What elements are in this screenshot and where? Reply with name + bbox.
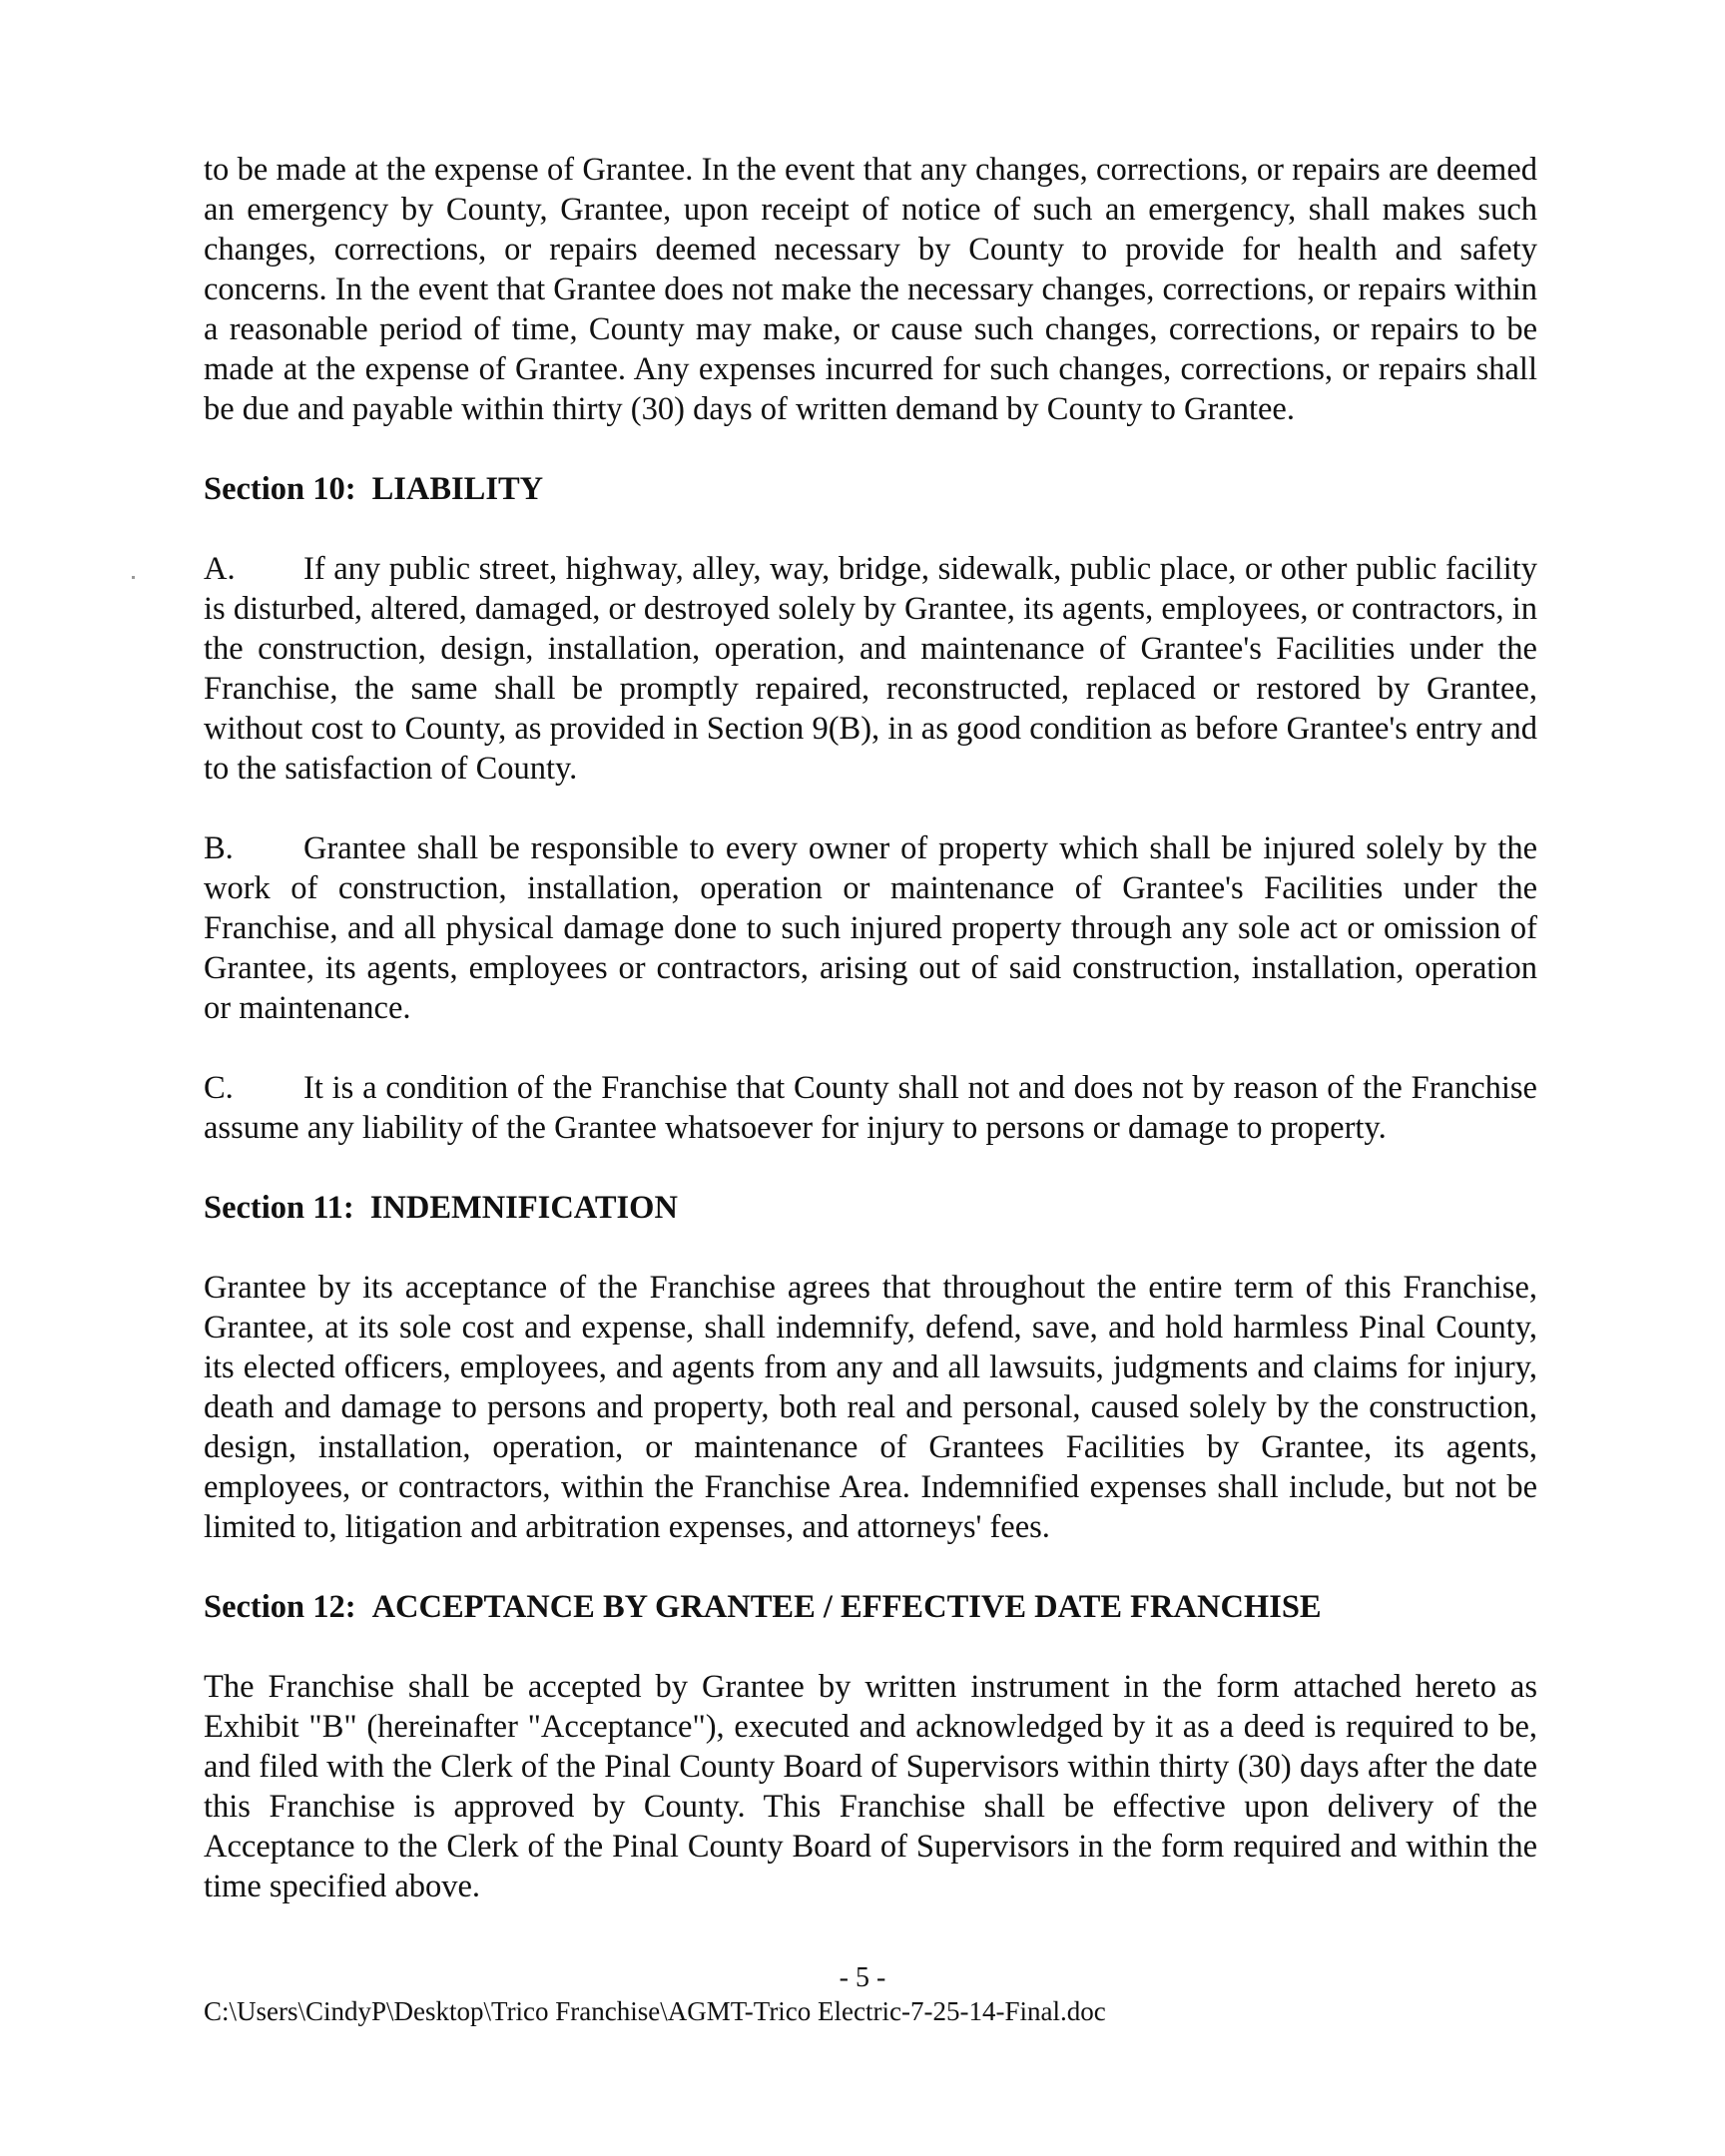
item-b-text: Grantee shall be responsible to every owner of property which shall be injured solely by the work of construction, installation, operation or maintenance of Grantee's Facilities under the Franchise, and all physical damage done to such injured property through any sole act or omission of Grantee, its agents, employees or contractors, arising out of said construction, installation, operation or maintenance. bbox=[204, 830, 1537, 1026]
section-10-heading bbox=[204, 469, 1537, 509]
section-12-number: Section 12: bbox=[204, 1589, 356, 1625]
document-page bbox=[204, 150, 1537, 1906]
section-10-item-c bbox=[204, 1068, 1537, 1148]
section-11-title: INDEMNIFICATION bbox=[369, 1190, 678, 1226]
item-c-label: C. bbox=[204, 1070, 234, 1106]
section-10-number: Section 10: bbox=[204, 471, 356, 507]
page-number: - 5 - bbox=[839, 1962, 886, 1993]
section-10-item-a bbox=[204, 549, 1537, 789]
margin-speck bbox=[132, 576, 135, 579]
section-11-heading bbox=[204, 1188, 1537, 1228]
section-10-item-b bbox=[204, 828, 1537, 1028]
item-b-label: B. bbox=[204, 830, 234, 866]
section-12-title: ACCEPTANCE BY GRANTEE / EFFECTIVE DATE FRANCHISE bbox=[371, 1589, 1322, 1625]
item-a-text: If any public street, highway, alley, way, bridge, sidewalk, public place, or other public facility is disturbed, altered, damaged, or destroyed solely by Grantee, its agents, employees, or contractors, in the construction, design, installation, operation, and maintenance of Grantee's Facilities under the Franchise, the same shall be promptly repaired, reconstructed, replaced or restored by Grantee, without cost to County, as provided in Section 9(B), in as good condition as before Grantee's entry and to the satisfaction of County. bbox=[204, 551, 1537, 787]
item-c-text: It is a condition of the Franchise that County shall not and does not by reason of the Franchise assume any liability of the Grantee whatsoever for injury to persons or damage to property. bbox=[204, 1070, 1537, 1146]
item-a-label: A. bbox=[204, 551, 236, 587]
section-12-heading bbox=[204, 1587, 1537, 1627]
section-10-title: LIABILITY bbox=[371, 471, 544, 507]
continued-paragraph: to be made at the expense of Grantee. In the event that any changes, corrections, or repairs are deemed an emergency by County, Grantee, upon receipt of notice of such an emergency, shall makes such changes, corrections, or repairs deemed necessary by County to provide for health and safety concerns. In the event that Grantee does not make the necessary changes, corrections, or repairs within a reasonable period of time, County may make, or cause such changes, corrections, or repairs to be made at the expense of Grantee. Any expenses incurred for such changes, corrections, or repairs shall be due and payable within thirty (30) days of written demand by County to Grantee. bbox=[204, 152, 1537, 427]
section-11-number: Section 11: bbox=[204, 1190, 354, 1226]
file-path: C:\Users\CindyP\Desktop\Trico Franchise\AGMT-Trico Electric-7-25-14-Final.doc bbox=[204, 1996, 1106, 2026]
section-12-paragraph: The Franchise shall be accepted by Grantee by written instrument in the form attached hereto as Exhibit "B" (hereinafter "Acceptance"), executed and acknowledged by it as a deed is required to be, and filed with the Clerk of the Pinal County Board of Supervisors within thirty (30) days after the date this Franchise is approved by County. This Franchise shall be effective upon delivery of the Acceptance to the Clerk of the Pinal County Board of Supervisors in the form required and within the time specified above. bbox=[204, 1669, 1537, 1904]
section-11-paragraph: Grantee by its acceptance of the Franchise agrees that throughout the entire term of this Franchise, Grantee, at its sole cost and expense, shall indemnify, defend, save, and hold harmless Pinal County, its elected officers, employees, and agents from any and all lawsuits, judgments and claims for injury, death and damage to persons and property, both real and personal, caused solely by the construction, design, installation, operation, or maintenance of Grantees Facilities by Grantee, its agents, employees, or contractors, within the Franchise Area. Indemnified expenses shall include, but not be limited to, litigation and arbitration expenses, and attorneys' fees. bbox=[204, 1270, 1537, 1545]
